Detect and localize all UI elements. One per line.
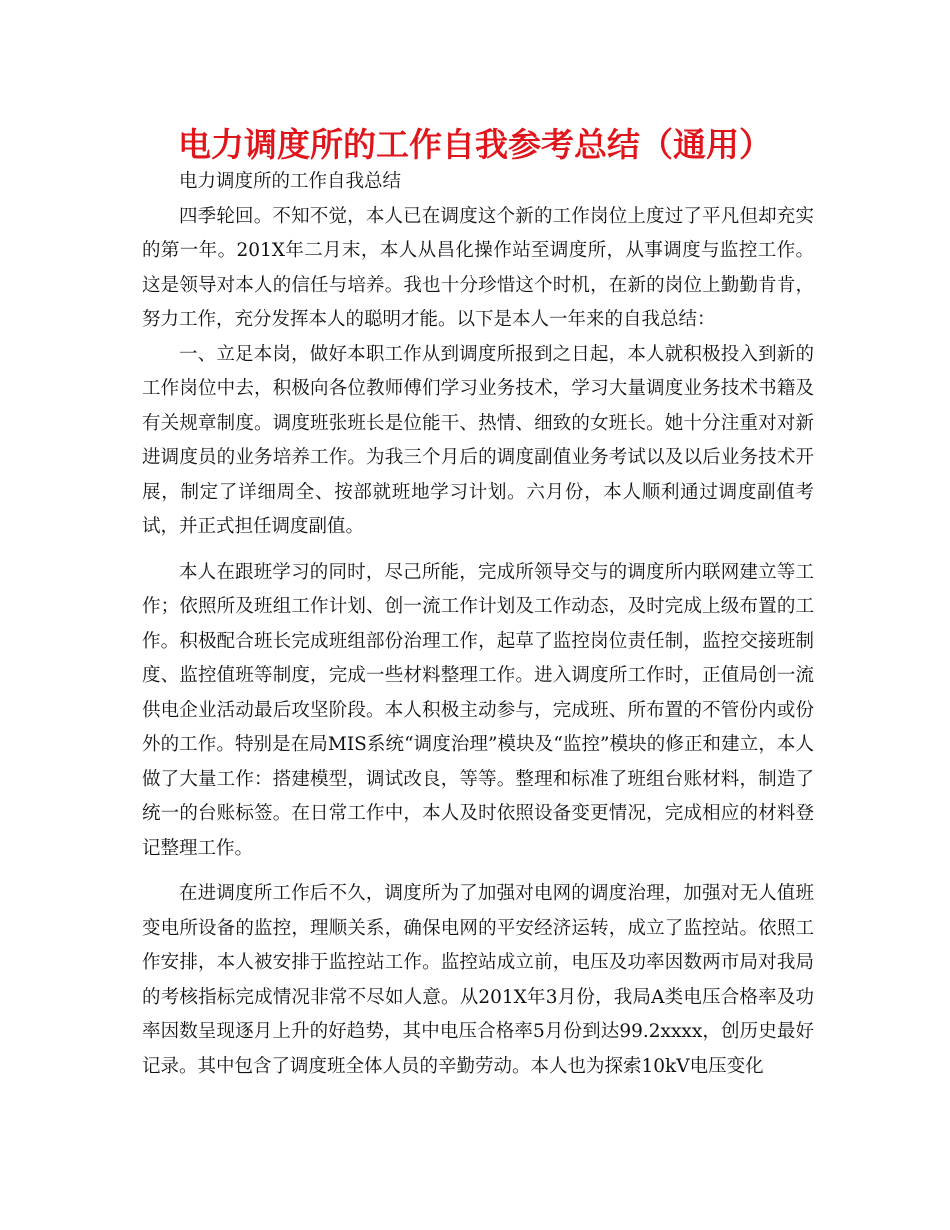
paragraph: 本人在跟班学习的同时，尽己所能，完成所领导交与的调度所内联网建立等工作；依照所及班组工作计划、创一流工作计划及工作动态，及时完成上级布置的工作。积极配合班长完成班组部份治理工作，起草了监控岗位责任制，监控交接班制度、监控值班等制度，完成一些材料整理工作。进入调度所工作时，正值局创一流供电企业活动最后攻坚阶段。本人积极主动参与，完成班、所布置的不管份内或份外的工作。特别是在局MIS系统“调度治理”模块及“监控”模块的修正和建立，本人做了大量工作：搭建模型，调试改良，等等。整理和标准了班组台账材料，制造了统一的台账标签。在日常工作中，本人及时依照设备变更情况，完成相应的材料登记整理工作。 xyxy=(142,561,814,859)
paragraph: 一、立足本岗，做好本职工作从到调度所报到之日起，本人就积极投入到新的工作岗位中去，积极向各位教师傅们学习业务技术，学习大量调度业务技术书籍及有关规章制度。调度班张班长是位能干、热情、细致的女班长。她十分注重对对新进调度员的业务培养工作。为我三个月后的调度副值业务考试以及以后业务技术开展，制定了详细周全、按部就班地学习计划。六月份，本人顺利通过调度副值考试，并正式担任调度副值。 xyxy=(142,343,814,537)
subtitle: 电力调度所的工作自我总结 xyxy=(179,171,402,192)
document-body xyxy=(142,165,814,1084)
document-title: 电力调度所的工作自我参考总结（通用） xyxy=(178,125,772,164)
paragraph: 在进调度所工作后不久，调度所为了加强对电网的调度治理，加强对无人值班变电所设备的监控，理顺关系，确保电网的平安经济运转，成立了监控站。依照工作安排，本人被安排于监控站工作。监控站成立前，电压及功率因数两市局对我局的考核指标完成情况非常不尽如人意。从201X年3月份，我局A类电压合格率及功率因数呈现逐月上升的好趋势，其中电压合格率5月份到达99.2xxxx，创历史最好记录。其中包含了调度班全体人员的辛勤劳动。本人也为探索10kV电压变化 xyxy=(142,883,814,1077)
paragraph: 四季轮回。不知不觉，本人已在调度这个新的工作岗位上度过了平凡但却充实的第一年。201X年二月末，本人从昌化操作站至调度所，从事调度与监控工作。这是领导对本人的信任与培养。我也十分珍惜这个时机，在新的岗位上勤勤肯肯，努力工作，充分发挥本人的聪明才能。以下是本人一年来的自我总结： xyxy=(142,205,814,330)
